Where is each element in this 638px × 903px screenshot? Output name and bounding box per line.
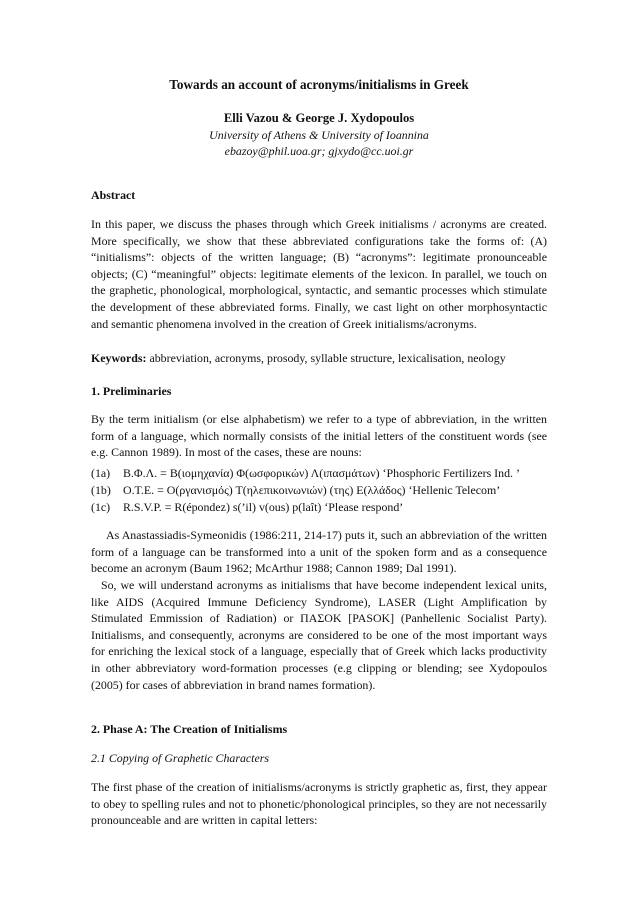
keywords-label: Keywords: <box>91 351 147 365</box>
section2-subheading: 2.1 Copying of Graphetic Characters <box>91 751 270 765</box>
example-text: R.S.V.P. = R(épondez) s(’il) v(ous) p(laît) ‘Please respond’ <box>123 500 404 514</box>
abstract-heading: Abstract <box>91 188 136 202</box>
example-1c <box>91 499 561 516</box>
paper-title: Towards an account of acronyms/initialisms in Greek <box>169 77 469 92</box>
section2-para1: The first phase of the creation of initialisms/acronyms is strictly graphetic as, first, they appear to obey to spelling rules and not to phonetic/phonological principles, so they are not necessarily pronounceable and are written in capital letters: <box>91 780 547 828</box>
section1-para3: So, we will understand acronyms as initialisms that have become independent lexical units, like AIDS (Acquired Immune Deficiency Syndrome), LASER (Light Amplification by Stimulated Emmission of Radiation) or ΠΑΣΟΚ [PASOK] (Panhellenic Socialist Party). Initialisms, and consequently, acronyms are considered to be one of the most important ways for enriching the lexical stock of a language, especially that of Greek which lacks productivity in other abbreviatory word-formation processes (e.g clipping or blending; see Xydopoulos (2005) for cases of abbreviation in brand names formation). <box>91 578 547 692</box>
example-number: (1c) <box>91 500 111 514</box>
example-text: Ο.Τ.Ε. = Ο(ργανισμός) Τ(ηλεπικοινωνιών) (της) Ε(λλάδος) ‘Hellenic Telecom’ <box>123 483 501 497</box>
example-number: (1a) <box>91 466 111 480</box>
keywords-text: abbreviation, acronyms, prosody, syllable structure, lexicalisation, neology <box>146 351 506 365</box>
example-text: Β.Φ.Λ. = Β(ιομηχανία) Φ(ωσφορικών) Λ(ιπασμάτων) ‘Phosphoric Fertilizers Ind. ’ <box>123 466 520 480</box>
keywords-line <box>91 350 547 367</box>
paper-authors: Elli Vazou & George J. Xydopoulos <box>223 111 415 125</box>
section1-para2: As Anastassiadis-Symeonidis (1986:211, 214-17) puts it, such an abbreviation of the written form of a language can be transformed into a unit of the spoken form and as a consequence become an acronym (Baum 1962; McArthur 1988; Cannon 1989; Dal 1991). <box>91 528 547 576</box>
paper-emails: ebazoy@phil.uoa.gr; gjxydo@cc.uoi.gr <box>224 144 414 158</box>
example-number: (1b) <box>91 483 111 497</box>
section2-heading: 2. Phase A: The Creation of Initialisms <box>91 722 288 736</box>
example-1a <box>91 465 561 482</box>
section1-para1: By the term initialism (or else alphabetism) we refer to a type of abbreviation, in the written form of a language, which normally consists of the initial letters of the constituent words (see e.g. Cannon 1989). In most of the cases, these are nouns: <box>91 412 547 460</box>
example-1b <box>91 482 561 499</box>
paper-affiliation: University of Athens & University of Ioannina <box>209 128 429 142</box>
section1-heading: 1. Preliminaries <box>91 384 172 398</box>
abstract-text: In this paper, we discuss the phases through which Greek initialisms / acronyms are created. More specifically, we show that these abbreviated configurations take the forms of: (A) “initialisms”: objects of the written language; (B) “acronyms”: legitimate pronounceable objects; (C) “meaningful” objects: legitimate elements of the lexicon. In parallel, we touch on the graphetic, phonological, morphological, syntactic, and semantic processes which stimulate the development of these abbreviated forms. Finally, we cast light on other morphosyntactic and semantic phenomena involved in the creation of Greek initialisms/acronyms. <box>91 217 547 331</box>
